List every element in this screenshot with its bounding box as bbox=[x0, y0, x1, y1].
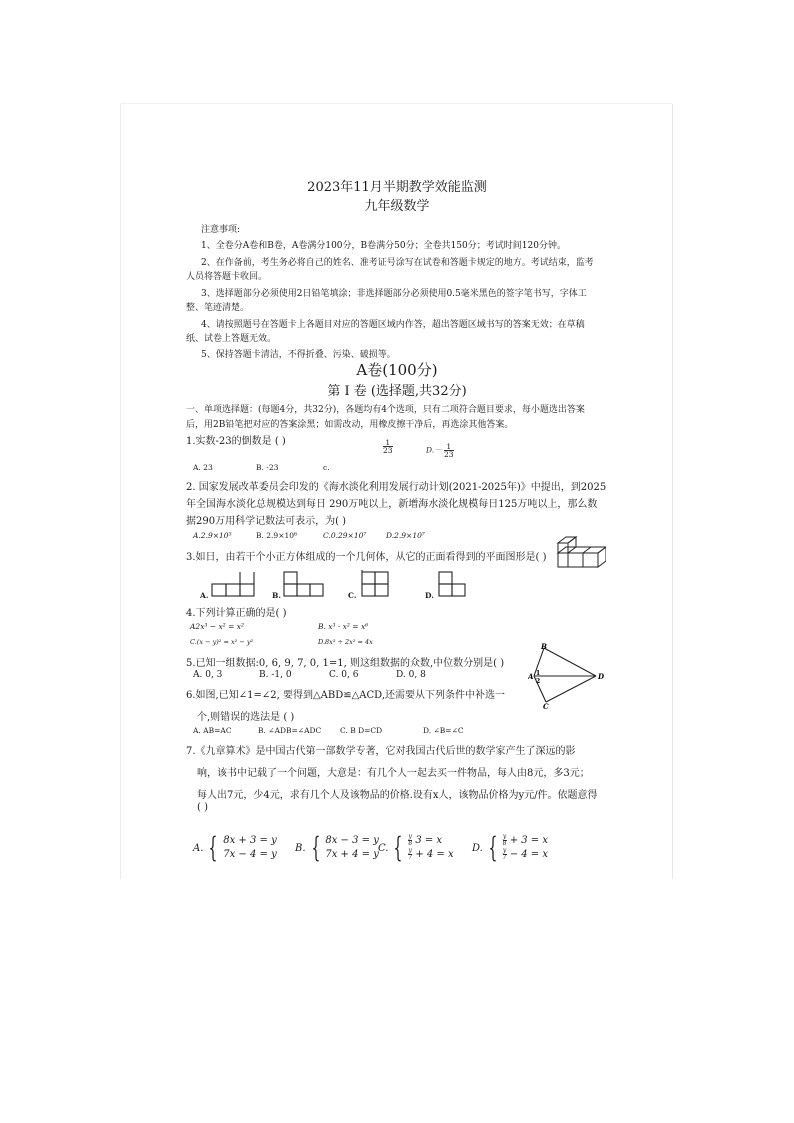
point-label-a: A bbox=[528, 672, 534, 681]
q7-option-a-label: A. bbox=[193, 842, 204, 854]
brace-icon: { bbox=[393, 831, 403, 864]
q3-stem: 3.如日，由若干个小正方体组成的一个几何体，从它的正面看得到的平面图形是( ) bbox=[186, 552, 547, 563]
q4-option-c: C.(x − y)² = x² − y² bbox=[190, 638, 254, 646]
part-a-heading: A卷(100分) bbox=[356, 361, 438, 379]
q7-option-c bbox=[378, 831, 454, 864]
q4-option-d: D.8x³ ÷ 2x² = 4x bbox=[318, 638, 373, 646]
note-line: 人员将答题卡收回。 bbox=[186, 272, 268, 282]
q1-option-a: A. 23 bbox=[193, 463, 213, 472]
q7-option-b bbox=[295, 831, 379, 864]
equation: 8x + 3 = y bbox=[223, 835, 277, 846]
cube-top-face bbox=[558, 537, 576, 543]
note-line: 1、全卷分A卷和B卷，A卷满分100分，B卷满分50分；全卷共150分；考试时间120分钟。 bbox=[201, 241, 566, 251]
q5-option-a: A. 0, 3 bbox=[193, 670, 223, 680]
equation-system bbox=[223, 834, 277, 862]
equation bbox=[408, 834, 453, 848]
fraction bbox=[503, 834, 507, 847]
cube-side-face bbox=[598, 547, 606, 567]
q2-line: 年全国海水淡化总规模达到每日 290万吨以上，新增海水淡化规模每日125万吨以上，那么数 bbox=[186, 499, 598, 510]
fraction bbox=[408, 848, 412, 861]
equation: 8x − 3 = y bbox=[325, 835, 379, 846]
q1-option-d bbox=[426, 443, 454, 458]
brace-icon: { bbox=[310, 831, 320, 864]
brace-icon: { bbox=[488, 831, 498, 864]
q7-line: 每人出7元，少4元，求有几个人及该物品的价格.设有x人，该物品价格为y元/件。依题意得 bbox=[197, 790, 598, 801]
q2-line: 据290万用科学记数法可表示，为( ) bbox=[186, 516, 347, 527]
fraction-denominator: 7 bbox=[408, 854, 413, 861]
q3-option-b-label: B. bbox=[272, 591, 281, 600]
q7-option-c-label: C. bbox=[378, 842, 389, 854]
q5-option-b: B. -1, 0 bbox=[259, 670, 292, 680]
q6-option-d: D. ∠B=∠C bbox=[423, 726, 464, 735]
note-line: 2、在作备前，考生务必将自己的姓名、准考证号涂写在试卷和答题卡规定的地方。考试结束，监考 bbox=[201, 258, 594, 268]
q5-stem: 5.已知一组数据:0, 6, 9, 7, 0, 1=1, 则这组数据的众数,中位数分别是( ) bbox=[186, 658, 505, 669]
q6-line: 6.如图,已知∠1=∠2, 要得到△ABD≌△ACD,还需要从下列条件中补选一 bbox=[186, 690, 505, 701]
q3-option-d-figure bbox=[439, 572, 465, 596]
segment-cd bbox=[546, 676, 596, 702]
fraction-numerator: y bbox=[502, 833, 507, 840]
section-heading: 第 Ⅰ 卷 (选择题,共32分) bbox=[327, 384, 467, 399]
q4-stem: 4.下列计算正确的是( ) bbox=[186, 608, 287, 619]
q1-option-b: B. -23 bbox=[256, 463, 279, 472]
notes-heading: 注意事项: bbox=[201, 225, 241, 235]
q2-option-b: B. 2.9×10⁶ bbox=[256, 531, 298, 540]
equation-rest: + 4 = x bbox=[415, 849, 454, 860]
q7-line: 7.《九章算术》是中国古代第一部数学专著，它对我国古代后世的数学家产生了深远的影 bbox=[186, 746, 576, 757]
cube-front-face bbox=[583, 553, 598, 567]
note-line: 4、请按照题号在答题卡上各题目对应的答题区域内作答，超出答题区域书写的答案无效；在草稿 bbox=[201, 320, 585, 330]
q1-option-d-label: D.－ bbox=[426, 445, 442, 455]
q1-option-d-fraction bbox=[444, 443, 454, 458]
fraction-denominator: 7 bbox=[502, 854, 507, 861]
brace-icon: { bbox=[208, 831, 218, 864]
q6-option-b: B. ∠ADB=∠ADC bbox=[258, 726, 322, 735]
q2-option-c: C.0.29×10⁷ bbox=[323, 531, 367, 540]
equation: 7x + 4 = y bbox=[325, 849, 379, 860]
equation-rest: + 3 = x bbox=[509, 835, 548, 846]
q7-option-b-label: B. bbox=[295, 842, 306, 854]
equation-rest: 3 = x bbox=[415, 835, 443, 846]
exam-title: 2023年11月半期教学效能监测 bbox=[307, 180, 487, 195]
fraction-denominator: 23 bbox=[383, 446, 393, 455]
q3-options bbox=[195, 570, 495, 602]
cube-edge bbox=[583, 547, 591, 553]
q7-option-a bbox=[193, 831, 277, 864]
fraction-denominator: 23 bbox=[444, 450, 454, 459]
point-label-c: C bbox=[543, 702, 549, 710]
point-label-b: B bbox=[541, 642, 547, 651]
q2-option-a: A.2.9×10⁵ bbox=[193, 531, 232, 540]
cube-side-face bbox=[568, 537, 576, 553]
fraction-numerator: y bbox=[502, 847, 507, 854]
q2-option-d: D.2.9×10⁷ bbox=[386, 531, 425, 540]
fraction-numerator: 1 bbox=[385, 438, 391, 447]
q1-option-c-fraction bbox=[383, 439, 393, 454]
q6-line: 个,则错误的选法是 ( ) bbox=[197, 712, 295, 723]
segment-bd bbox=[544, 648, 596, 676]
q3-option-c-figure bbox=[362, 570, 388, 596]
equation-system bbox=[408, 834, 453, 862]
q3-option-a-label: A. bbox=[200, 591, 209, 600]
fraction-denominator: 8 bbox=[408, 840, 413, 847]
instructions-line: 一、单项选择题：(每题4分，共32分)，各题均有4个选项，只有二项符合题目要求，每小题选出答案 bbox=[186, 405, 585, 415]
q6-option-a: A. AB=AC bbox=[193, 726, 232, 735]
q7-line: ( ) bbox=[197, 802, 208, 813]
note-line: 3、选择题部分必须使用2日铅笔填涂；非选择题部分必须使用0.5毫米黑色的签字笔书写，字体工 bbox=[201, 289, 587, 299]
q5-option-c: C. 0, 6 bbox=[329, 670, 359, 680]
cube-front-face bbox=[568, 553, 583, 567]
fraction-numerator: 1 bbox=[446, 442, 452, 451]
q1-stem: 1.实数-23的倒数是 ( ) bbox=[186, 436, 286, 447]
equation bbox=[503, 848, 548, 862]
cube-front-face bbox=[558, 553, 568, 567]
equation bbox=[408, 848, 453, 862]
fraction-denominator: 8 bbox=[502, 840, 507, 847]
q3-option-d-label: D. bbox=[425, 591, 434, 600]
equation-system bbox=[325, 834, 379, 862]
q4-option-a: A2x³ − x² = x² bbox=[190, 622, 245, 631]
fraction-numerator: y bbox=[408, 833, 412, 840]
q3-option-c-label: C. bbox=[348, 591, 357, 600]
equation-rest: − 4 = x bbox=[509, 849, 548, 860]
q3-solid-figure bbox=[538, 533, 606, 571]
q3-option-b-figure bbox=[284, 572, 323, 596]
q6-triangle-figure bbox=[528, 642, 608, 710]
fraction bbox=[503, 848, 507, 861]
equation: 7x − 4 = y bbox=[223, 849, 277, 860]
fraction-numerator: y bbox=[408, 847, 412, 854]
note-line: 纸、试卷上答题无效。 bbox=[186, 334, 277, 344]
q7-option-d bbox=[472, 831, 548, 864]
point-label-d: D bbox=[598, 672, 605, 681]
q4-option-b: B. x³ · x² = x⁶ bbox=[318, 622, 369, 631]
q7-line: 响，该书中记载了一个问题，大意是：有几个人一起去买一件物品，每人由8元，多3元； bbox=[197, 768, 590, 779]
fraction bbox=[408, 834, 412, 847]
q2-line: 2. 国家发展改革委员会印发的《海水淡化利用发展行动计划(2021-2025年)》中提出，到2025 bbox=[186, 482, 607, 493]
q5-option-d: D. 0, 8 bbox=[396, 670, 426, 680]
exam-subtitle: 九年级数学 bbox=[364, 199, 430, 214]
q1-option-c: c. bbox=[323, 463, 330, 472]
equation bbox=[503, 834, 548, 848]
q7-option-d-label: D. bbox=[472, 842, 483, 854]
instructions-line: 后，用2B铅笔把对应的答案涂黑；如需改动，用橡皮擦干净后，再选涂其他答案。 bbox=[186, 420, 514, 430]
note-line: 整、笔迹清楚。 bbox=[186, 303, 250, 313]
angle-label-2: 2 bbox=[536, 678, 541, 685]
q3-option-a-figure bbox=[212, 572, 254, 596]
angle-label-1: 1 bbox=[536, 670, 541, 677]
q6-option-c: C. B D=CD bbox=[340, 726, 383, 735]
equation-system bbox=[503, 834, 548, 862]
note-line: 5、保持答题卡清洁，不得折叠、污染、破损等。 bbox=[201, 350, 396, 360]
